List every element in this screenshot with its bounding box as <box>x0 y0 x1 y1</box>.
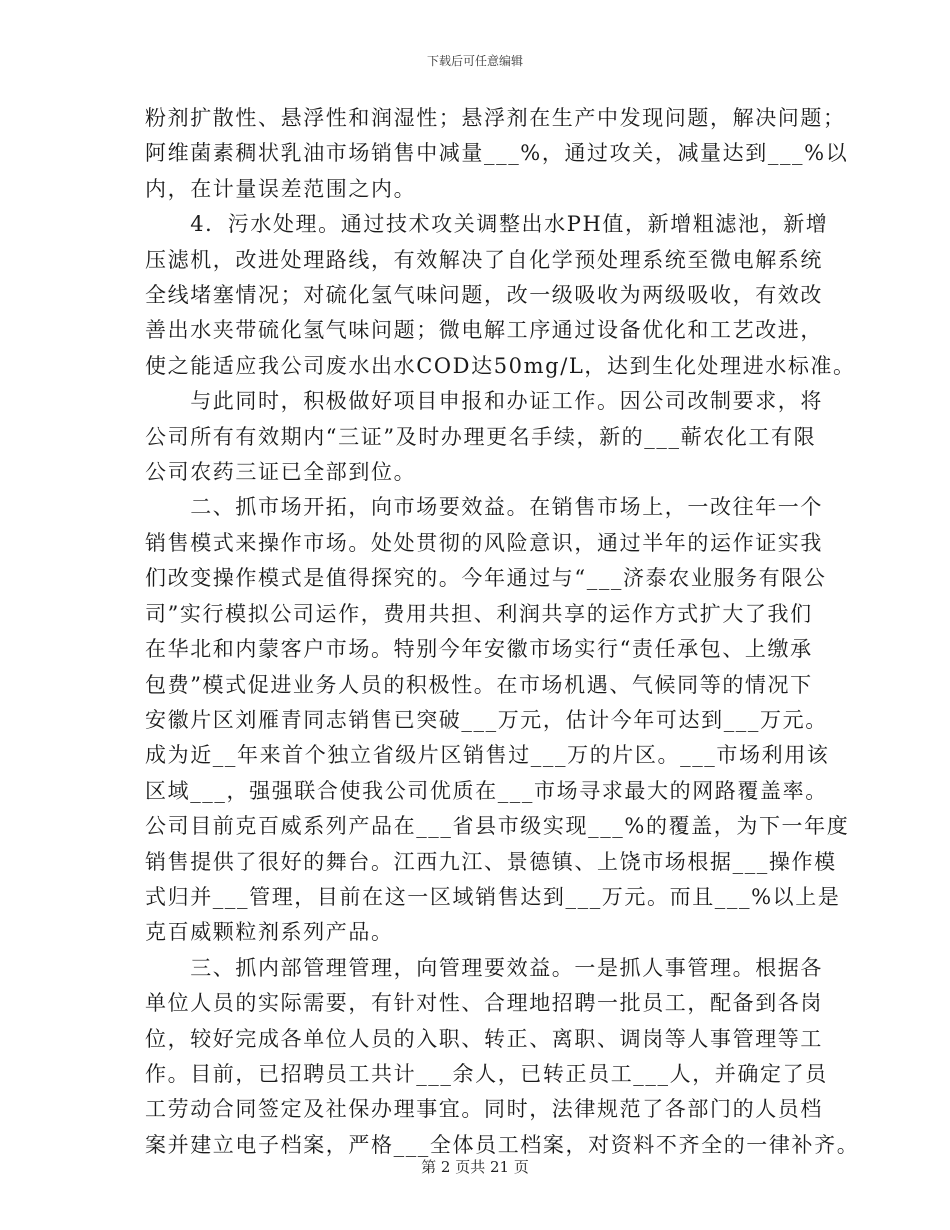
text-line: 式归并___管理，目前在这一区域销售达到___万元。而且___%以上是 <box>145 884 841 909</box>
text-line: 阿维菌素稠状乳油市场销售中减量___%，通过攻关，减量达到___%以 <box>145 141 849 166</box>
text-line: 司”实行模拟公司运作，费用共担、利润共享的运作方式扩大了我们 <box>145 601 813 626</box>
text-line: 在华北和内蒙客户市场。特别今年安徽市场实行“责任承包、上缴承 <box>145 637 813 662</box>
text-line: 二、抓市场开拓，向市场要效益。在销售市场上，一改往年一个 <box>145 495 823 520</box>
text-line: 安徽片区刘雁青同志销售已突破___万元，估计今年可达到___万元。 <box>145 707 828 732</box>
text-line: 粉剂扩散性、悬浮性和润湿性；悬浮剂在生产中发现问题，解决问题； <box>145 106 846 130</box>
text-line: 公司农药三证已全部到位。 <box>145 460 417 485</box>
document-body <box>145 101 860 1163</box>
text-line: 作。目前，已招聘员工共计___余人，已转正员工___人，并确定了员 <box>145 1061 828 1086</box>
text-line: 位，较好完成各单位人员的入职、转正、离职、调岗等人事管理等工 <box>145 1026 823 1051</box>
page-number: 第 2 页共 21 页 <box>421 1158 529 1176</box>
text-line: 使之能适应我公司废水出水COD达50mg/L，达到生化处理进水标准。 <box>145 353 856 378</box>
text-line: 公司目前克百威系列产品在___省县市级实现___%的覆盖，为下一年度 <box>145 814 850 839</box>
text-line: 们改变操作模式是值得探究的。今年通过与“___济泰农业服务有限公 <box>145 566 827 591</box>
text-line: 公司所有有效期内“三证”及时办理更名手续，新的___蕲农化工有限 <box>145 424 817 449</box>
text-line: 销售模式来操作市场。处处贯彻的风险意识，通过半年的运作证实我 <box>145 530 823 555</box>
text-line: 销售提供了很好的舞台。江西九江、景德镇、上饶市场根据___操作模 <box>145 849 837 874</box>
text-line: 压滤机，改进处理路线，有效解决了自化学预处理系统至微电解系统 <box>145 247 823 272</box>
page-header: 下载后可任意编辑 <box>426 54 523 68</box>
text-line: 内，在计量误差范围之内。 <box>145 176 417 201</box>
text-line: 案并建立电子档案，严格___全体员工档案，对资料不齐全的一律补齐。 <box>145 1132 860 1157</box>
text-line: 工劳动合同签定及社保办理事宜。同时，法律规范了各部门的人员档 <box>145 1097 823 1122</box>
text-line: 全线堵塞情况；对硫化氢气味问题，改一级吸收为两级吸收，有效改 <box>145 283 823 308</box>
text-line: 包费”模式促进业务人员的积极性。在市场机遇、气候同等的情况下 <box>145 672 813 697</box>
text-line: 与此同时，积极做好项目申报和办证工作。因公司改制要求，将 <box>145 389 823 414</box>
text-line: 4．污水处理。通过技术攻关调整出水PH值，新增粗滤池，新增 <box>145 212 829 237</box>
text-line: 单位人员的实际需要，有针对性、合理地招聘一批员工，配备到各岗 <box>145 991 823 1016</box>
text-line: 善出水夹带硫化氢气味问题；微电解工序通过设备优化和工艺改进， <box>145 318 823 343</box>
text-line: 三、抓内部管理管理，向管理要效益。一是抓人事管理。根据各 <box>145 955 823 980</box>
text-line: 成为近__年来首个独立省级片区销售过___万的片区。___市场利用该 <box>145 743 830 768</box>
text-line: 区域___，强强联合使我公司优质在___市场寻求最大的网路覆盖率。 <box>145 778 828 803</box>
text-line: 克百威颗粒剂系列产品。 <box>145 920 394 945</box>
